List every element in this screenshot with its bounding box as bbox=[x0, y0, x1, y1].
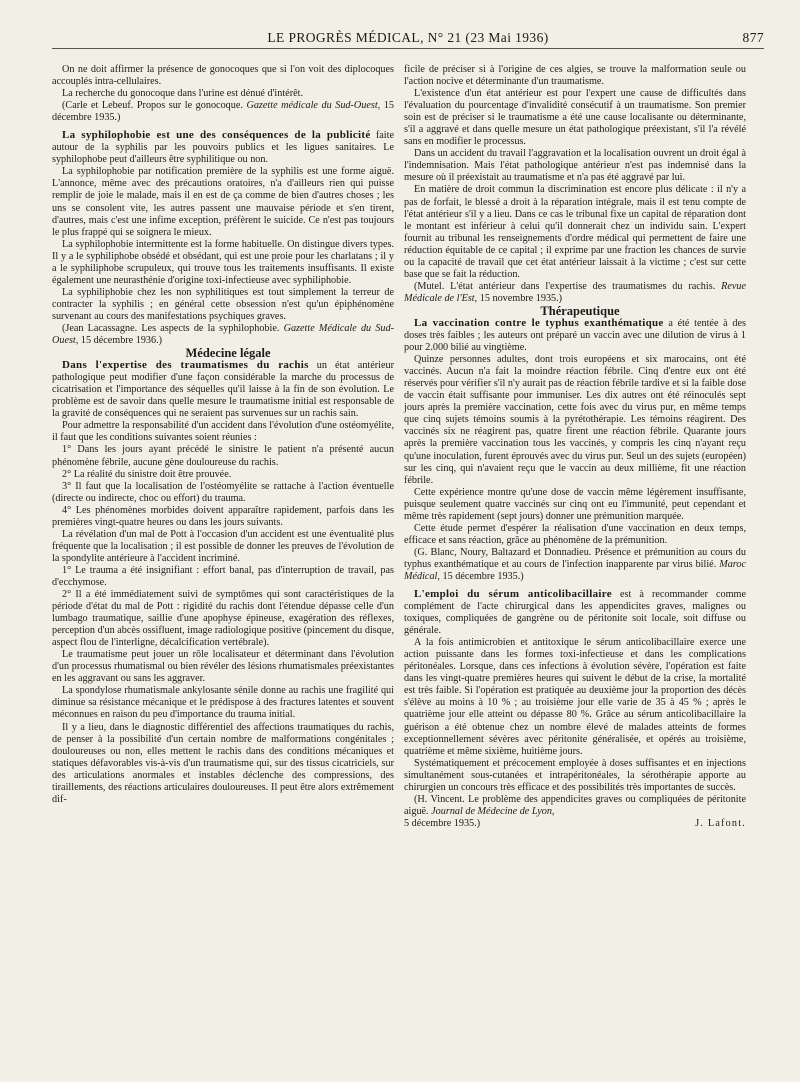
paragraph: La recherche du gonocoque dans l'urine est dénué d'intérêt. bbox=[62, 88, 303, 100]
article-heading: La syphilophobie est une des conséquences de la publicité bbox=[62, 129, 371, 142]
section-title: Médecine légale bbox=[185, 346, 271, 361]
list-item: 1° Dans les jours ayant précédé le sinistre le patient n'a présenté aucun phénomène fébrile, aucune gène douloureuse du rachis. bbox=[52, 444, 394, 468]
running-header bbox=[52, 28, 764, 49]
article-rachis: Dans l'expertise des traumatismes du rachis un état antérieur pathologique peut modifier d'une façon considérable la marche du processus de cicatrisation et l'importance des séquelles qu'il laisse à la fin de son évolution. Le problème est de savoir dans quelle mesure le traumatisme initial est responsable de la gravité de conséquences qui ne seraient pas survenues sur un rachis sain. bbox=[52, 359, 394, 420]
list-item: 2° Il a été immédiatement suivi de symptômes qui sont caractéristiques de la période d'état du mal de Pott : rigidité du rachis dont l'étendue dépasse celle d'un lumbago traumatique, saillie d'une apophyse épineuse, exagération des réflexes, perception d'un abcès ossifluent, image radiologique positive (pincement du disque, aspect flou de l'interligne, décalcification vertébrale). bbox=[52, 589, 394, 649]
article-syphilophobie: La syphilophobie est une des conséquences de la publicité faite autour de la syphilis par les pouvoirs publics et les ligues sanitaires. Le syphilophobe peut d'ailleurs être syphilitique ou non. bbox=[52, 129, 394, 166]
citation-end: 5 décembre 1935.) J. Lafont. bbox=[404, 817, 746, 829]
article-vaccination: La vaccination contre le typhus exanthématique a été tentée à des doses très faibles ; les auteurs ont préparé un vaccin avec une dilution de virus à 1 pour 2.000 bilié au vingtième. bbox=[404, 316, 746, 354]
paragraph: La révélation d'un mal de Pott à l'occasion d'un accident est une éventualité plus fréquente que la localisation ; il est possible de donner les preuves de l'évolution de la spondylite antérieure à l'accident incriminé. bbox=[52, 528, 394, 564]
citation: (G. Blanc, Noury, Baltazard et Donnadieu. Présence et prémunition au cours du typhus exanthématique et au cours de l'infection inapparente par virus bilié. Maroc Médical, 15 décembre 1935.) bbox=[404, 546, 746, 582]
journal-title: LE PROGRÈS MÉDICAL, N° 21 (23 Mai 1936) bbox=[267, 30, 549, 45]
paragraph: Il y a lieu, dans le diagnostic différentiel des affections traumatiques du rachis, de penser à la possibilité d'un certain nombre de malformations congénitales ; douloureuses ou non, elles mettent le rachis dans des conditions mécaniques et statiques défavorables vis-à-vis d'un traumatisme qui, sur des tissus cicatriciels, sur des articulations anormales et instables déclenche des compressions, des tiraillements, des réactions articulaires douloureuses. Il peut être alors extrêmement dif- bbox=[52, 721, 394, 805]
citation: (Carle et Lebeuf. Propos sur le gonocoque. Gazette médicale du Sud-Ouest, 15 décembre 1935.) bbox=[52, 100, 394, 124]
paragraph: Quinze personnes adultes, dont trois européens et six marocains, ont été vaccinés. Aucun n'a fait la moindre réaction fébrile. Cinq d'entre eux ont été réservés pour vérifier s'il n'y aurait pas de réaction fébrile tardive et si la faible dose de vaccin était suffisante pour immuniser. Les dix autres ont été réinoculés sept jours après la première vaccination, cette fois avec du virus pur, en même temps que cinq sujets témoins soumis à la pyrétothérapie. Les témoins réagirent. Des vaccinés six ne réagirent pas, quatre firent une réaction fébrile. Quarante jours après la première vaccination tous les vaccinés, y compris les cinq n'ayant reçu qu'une inoculation, furent éprouvés avec du virus pur. Seul un des sujets (européen) sur les cinq, qui n'avaient reçu que le vaccin au deux millième, fit une réaction fébrile. bbox=[404, 354, 746, 486]
paragraph: La syphilophobie par notification première de la syphilis est une forme aiguë. L'annonce, même avec des précautions oratoires, n'a d'ailleurs rien qui puisse remplir de joie le malade, mais il en est de ça comme de bien d'autres choses ; les uns se consolent vite, les autres passent une mauvaise période et s'en tirent, d'autres, mais c'est une infime exception, préfèrent le suicide. Ce n'est pas toujours le plus frappé qui se soignera le mieux. bbox=[52, 166, 394, 238]
right-column bbox=[404, 64, 746, 830]
list-item: 4° Les phénomènes morbides doivent apparaître rapidement, parfois dans les premières vingt-quatre heures ou dans les jours suivants. bbox=[52, 504, 394, 528]
paragraph: Cette expérience montre qu'une dose de vaccin même légèrement insuffisante, puisque seulement quatre vaccinés sur cinq ont eu l'immunité, peut cependant et même très rapidement (sept jours) donner une prémunition marquée. bbox=[404, 486, 746, 522]
paragraph: Cette étude permet d'espérer la réalisation d'une vaccination en deux temps, efficace et sans réaction, grâce au phénomène de la prémunition. bbox=[404, 522, 746, 546]
paragraph: Le traumatisme peut jouer un rôle localisateur et déterminant dans l'évolution d'un processus rhumatismal ou bien révéler des lésions rhumatismales préexistantes en les aggravant ou sans les aggraver. bbox=[52, 649, 394, 685]
paragraph: La spondylose rhumatismale ankylosante sénile donne au rachis une fragilité qui diminue sa résistance mécanique et le prédispose à des fractures latentes et souvent méconnues en raison du peu d'importance du trauma initial. bbox=[52, 685, 394, 721]
citation: (Jean Lacassagne. Les aspects de la syphilophobie. Gazette Médicale du Sud-Ouest, 15 décembre 1936.) bbox=[52, 322, 394, 347]
paragraph: Systématiquement et précocement employée à doses suffisantes et en injections simultanément sous-cutanées et intrapéritonéales, la sérothérapie apporte au chirurgien un concours très efficace et des possibilités très importantes de succès. bbox=[404, 757, 746, 793]
article-serum: L'emploi du sérum anticolibacillaire est à recommander comme complément de l'acte chirurgical dans les appendicites graves, malignes ou toxiques, compliquées de gangrène ou de péritonite soit locale, soit diffuse ou générale. bbox=[404, 588, 746, 637]
page-number: 877 bbox=[742, 30, 764, 45]
citation: (H. Vincent. Le problème des appendicites graves ou compliquées de péritonite aiguë. Journal de Médecine de Lyon, bbox=[404, 793, 746, 817]
article-heading: La vaccination contre le typhus exanthématique bbox=[414, 316, 664, 329]
paragraph: A la fois antimicrobien et antitoxique le sérum anticolibacillaire exerce une action puissante dans les formes toxi-infectieuse et dans les complications péritonéales. Lorsque, dans ces infections à évolution sévère, l'opération est faite dans les vingt-quatre premières heures qui suivent le début de la crise, la mortalité est très faible. Si l'opération est pratiquée au deuxième jour la proportion des décès s'élève au moins à 10 % ; au troisième jour elle varie de 35 à 45 % ; après le quatrième jour elle atteint ou dépasse 80 %. Grâce au sérum anticolibacillaire la guérison a été obtenue chez un nombre élevé de malades atteints de formes exceptionnellement sévères avec péritonite généralisée, et opérés au troisième, quatrième et même sixième, huitième jours. bbox=[404, 637, 746, 757]
paragraph: On ne doit affirmer la présence de gonocoques que si l'on voit des diplocoques accouplés intra-cellulaires. bbox=[52, 64, 394, 88]
citation: (Mutel. L'état antérieur dans l'expertise des traumatismes du rachis. Revue Médicale de l'Est, 15 novembre 1935.) bbox=[404, 280, 746, 304]
paragraph: La syphiliphobie chez les non syphilitiques est tout simplement la terreur de contracter la syphilis ; en général cette obsession n'est qu'un épiphénomène survenant au cours des manifestations psychiques graves. bbox=[52, 286, 394, 322]
section-title: Thérapeutique bbox=[540, 303, 620, 318]
author-signature: J. Lafont. bbox=[695, 817, 746, 829]
article-heading: Dans l'expertise des traumatismes du rachis bbox=[62, 359, 309, 372]
list-item: 1° Le trauma a été insignifiant : effort banal, pas d'interruption de travail, pas d'ecchymose. bbox=[52, 564, 394, 588]
left-column bbox=[52, 64, 394, 806]
paragraph: Dans un accident du travail l'aggravation et la localisation ouvrent un droit égal à l'indemnisation. Mais l'état pathologique antérieur n'est pas indemnisé dans la mesure où il préexistait au traumatisme et n'a pas été aggravé par lui. bbox=[404, 148, 746, 184]
paragraph: ficile de préciser si à l'origine de ces algies, se trouve la malformation seule ou l'action nocive et déterminante d'un traumatisme. bbox=[404, 64, 746, 88]
article-heading: L'emploi du sérum anticolibacillaire bbox=[414, 588, 612, 601]
paragraph: La syphilophobie intermittente est la forme habituelle. On distingue divers types. Il y a le syphiliphobe obsédé et obsédant, qui est une proie pour les charlatans ; il y a le syphiliphobe scrupuleux, qui trouve tous les traitements insuffisants. Il existe également une neurasthénie d'origine toxi-infectieuse avec syphiliphobie. bbox=[52, 238, 394, 286]
list-item: 2° La réalité du sinistre doit être prouvée. bbox=[62, 468, 232, 480]
paragraph: L'existence d'un état antérieur est pour l'expert une cause de difficultés dans l'évaluation du pourcentage d'invalidité consécutif à un traumatisme. Son premier soin est de préciser si le traumatisme a été une cause localisante ou déterminante, s'il a aggravé et dans quelle mesure un état pathologique préexistant, s'il l'a révélé sans en modifier le processus. bbox=[404, 88, 746, 148]
paragraph: En matière de droit commun la discrimination est encore plus délicate : il n'y a pas de forfait, le blessé a droit à la réparation intégrale, mais il est tenu compte de l'état antérieur s'il y a lieu. Dans ce cas le tribunal fixe un capital de réparation dont le montant est inférieur à celui qu'il donnerait chez un individu sain. L'expert fournit au tribunal les renseignements d'ordre médical qui permettent de faire une réduction équitable de ce capital ; il exprime par une fraction les chances de survie ou la capacité de travail que cet état antérieur laissait à la victime ; c'est sur cette base que se fait la réduction. bbox=[404, 184, 746, 280]
list-item: 3° Il faut que la localisation de l'ostéomyélite se rattache à l'action éventuelle (directe ou indirecte, choc ou effort) du trauma. bbox=[52, 480, 394, 504]
paragraph: Pour admettre la responsabilité d'un accident dans l'évolution d'une ostéomyélite, il faut que les conditions suivantes soient réunies : bbox=[52, 420, 394, 444]
